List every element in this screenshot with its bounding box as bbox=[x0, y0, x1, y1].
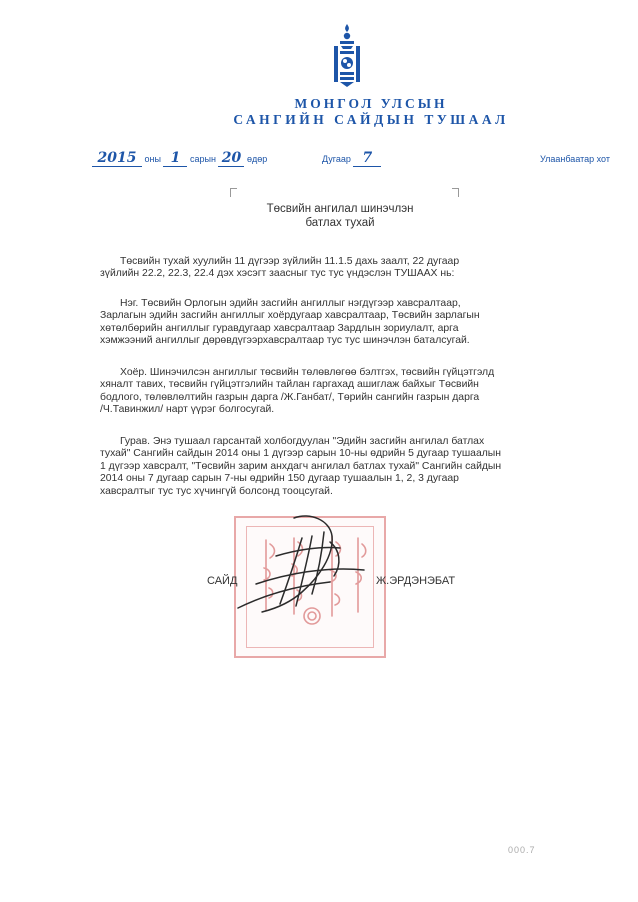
handwritten-signature bbox=[236, 512, 386, 622]
date-month: 1 bbox=[163, 150, 187, 167]
date-month-suffix: сарын bbox=[190, 154, 216, 164]
org-name-line1: МОНГОЛ УЛСЫН bbox=[294, 96, 448, 111]
title-line1: Төсвийн ангилал шинэчлэн bbox=[266, 203, 414, 215]
paragraph-line: хөтөлбөрийн ангиллыг гуравдугаар хавсралтаар Зардлын зориулалт, арга bbox=[100, 322, 459, 334]
document-meta-row bbox=[0, 150, 638, 170]
org-name-line2: САНГИЙН САЙДЫН ТУШААЛ bbox=[233, 112, 509, 127]
title-corner-left bbox=[230, 188, 237, 197]
paragraph-line: бодлого, төлөвлөлтийн газрын дарга /Ж.Ганбат/, Төрийн сангийн газрын дарга bbox=[100, 391, 480, 403]
title-corner-right bbox=[452, 188, 459, 197]
paragraph-line: зүйлийн 22.2, 22.3, 22.4 дэх хэсэгт заасныг тус тус үндэслэн ТУШААХ нь: bbox=[100, 268, 455, 280]
signatory-title: САЙД bbox=[207, 575, 238, 587]
number-label: Дугаар bbox=[322, 154, 351, 164]
paragraph-preamble bbox=[100, 256, 568, 281]
paragraph-line: хавсралтыг тус тус хүчингүй болсонд тооцсугай. bbox=[100, 485, 333, 497]
paragraph-one bbox=[100, 298, 568, 348]
paragraph-line: /Ч.Тавинжил/ нарт үүрэг болгосугай. bbox=[100, 404, 275, 416]
date-day-suffix: өдөр bbox=[246, 154, 268, 164]
paragraph-line: Гурав. Энэ тушаал гарсантай холбогдуулан "Эдийн засгийн ангилал батлах bbox=[120, 436, 485, 447]
footer-page-mark: 000.7 bbox=[508, 845, 536, 855]
paragraph-line: Нэг. Төсвийн Орлогын эдийн засгийн ангиллыг нэгдүгээр хавсралтаар, bbox=[120, 298, 461, 309]
soyombo-emblem-icon bbox=[330, 22, 364, 88]
paragraph-line: Зарлагын эдийн засгийн ангиллыг хоёрдугаар хавсралтаар, Төсвийн зарлагын bbox=[100, 310, 480, 322]
title-line2: батлах тухай bbox=[305, 217, 375, 229]
paragraph-three bbox=[100, 436, 568, 498]
document-title bbox=[0, 202, 638, 230]
document-number bbox=[322, 150, 381, 167]
document-place: Улаанбаатар хот bbox=[540, 154, 610, 164]
paragraph-line: 2014 оны 7 дугаар сарын 7-ны өдрийн 150 дугаар тушаалын 1, 2, 3 дугаар bbox=[100, 473, 459, 485]
paragraph-line: Хоёр. Шинэчилсэн ангиллыг төсвийн төлөвлөгөө бэлтгэх, төсвийн гүйцэтгэлд bbox=[120, 367, 495, 378]
date-year-suffix: оны bbox=[144, 154, 161, 164]
paragraph-line: Төсвийн тухай хуулийн 11 дүгээр зүйлийн 11.1.5 дахь заалт, 22 дугаар bbox=[120, 256, 460, 267]
paragraph-line: тухай" Сангийн сайдын 2014 оны 1 дүгээр сарын 10-ны өдрийн 5 дугаар тушаалын bbox=[100, 448, 502, 460]
paragraph-line: хяналт тавих, төсвийн гүйцэтгэлийн тайлан гаргахад ашиглаж байхыг Төсвийн bbox=[100, 379, 479, 391]
document-date bbox=[92, 150, 267, 167]
date-year: 2015 bbox=[92, 150, 142, 167]
number-value: 7 bbox=[353, 150, 381, 167]
paragraph-line: хэмжээний ангиллыг дөрөвдүгээрхавсралтаар тус тус шинэчлэн баталсугай. bbox=[100, 335, 470, 347]
date-day: 20 bbox=[218, 150, 244, 167]
paragraph-two bbox=[100, 367, 568, 417]
paragraph-line: 1 дүгээр хавсралт, "Төсвийн зарим анхдагч ангилал батлах тухай" Сангийн сайдын bbox=[100, 460, 502, 472]
signatory-name: Ж.ЭРДЭНЭБАТ bbox=[376, 575, 456, 587]
